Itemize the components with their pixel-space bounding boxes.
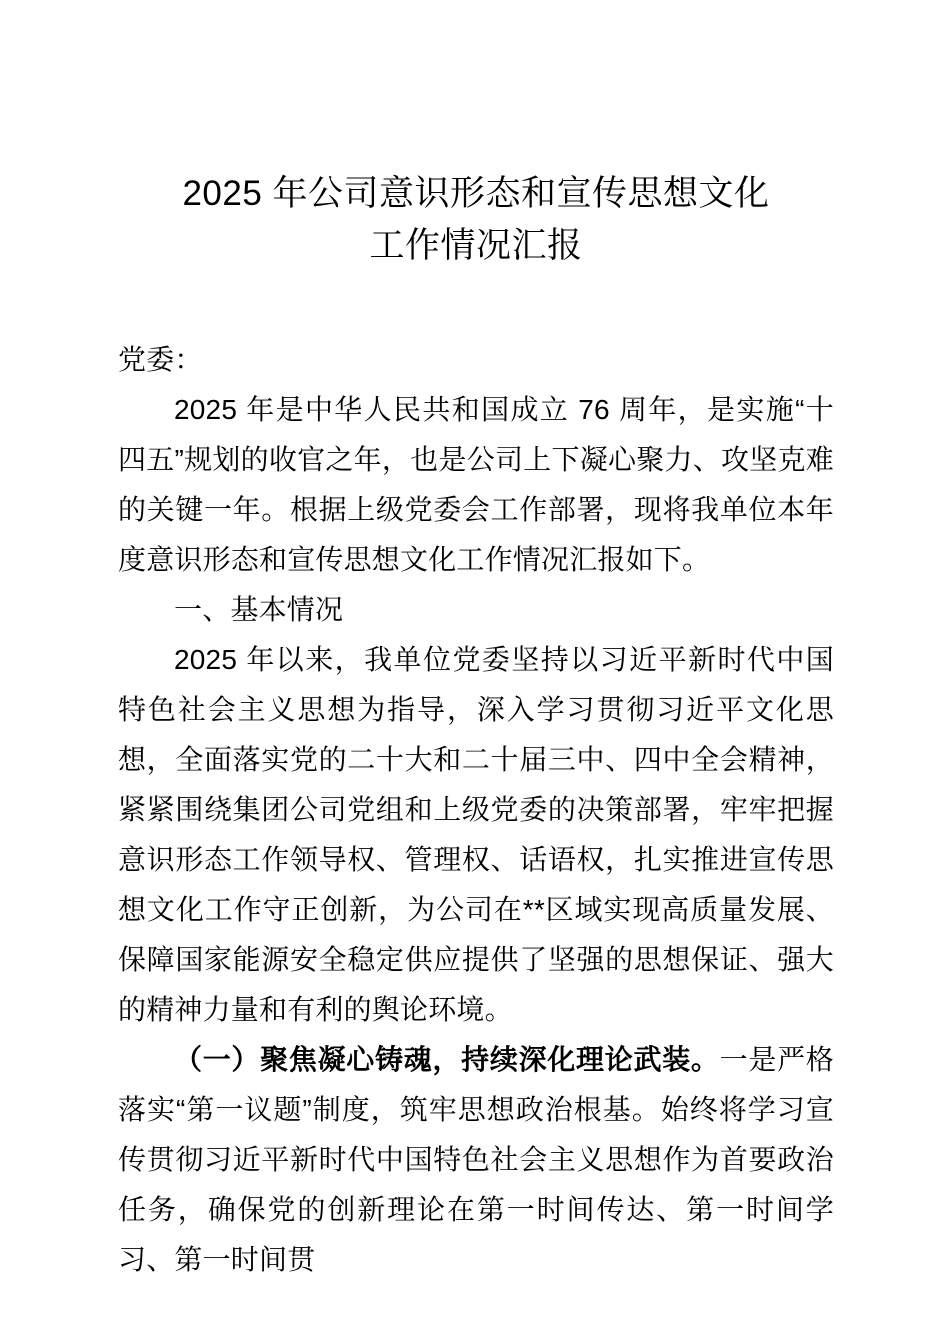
title-line-1: 2025 年公司意识形态和宣传思想文化 xyxy=(182,174,770,213)
title-line-2: 工作情况汇报 xyxy=(369,226,583,265)
salutation: 党委： xyxy=(118,344,203,375)
page-title xyxy=(118,0,834,272)
section-heading-one: 一、基本情况 xyxy=(174,594,344,625)
subsection-one-paragraph xyxy=(118,1035,834,1285)
document-content xyxy=(118,0,834,1285)
section-one-paragraph: 2025 年以来，我单位党委坚持以习近平新时代中国特色社会主义思想为指导，深入学习贯彻习近平文化思想，全面落实党的二十大和二十届三中、四中全会精神，紧紧围绕集团公司党组和上级党委的决策部署，牢牢把握意识形态工作领导权、管理权、话语权，扎实推进宣传思想文化工作守正创新，为公司在**区域实现高质量发展、保障国家能源安全稳定供应提供了坚强的思想保证、强大的精神力量和有利的舆论环境。 xyxy=(118,644,834,1025)
subsection-one-text: 一是严格落实“第一议题”制度，筑牢思想政治根基。始终将学习宣传贯彻习近平新时代中国特色社会主义思想作为首要政治任务，确保党的创新理论在第一时间传达、第一时间学习、第一时间贯 xyxy=(118,1044,834,1275)
intro-paragraph: 2025 年是中华人民共和国成立 76 周年，是实施“十四五”规划的收官之年，也是公司上下凝心聚力、攻坚克难的关键一年。根据上级党委会工作部署，现将我单位本年度意识形态和宣传思想文化工作情况汇报如下。 xyxy=(118,394,834,575)
subsection-one-bold-lead: （一）聚焦凝心铸魂，持续深化理论武装。 xyxy=(174,1044,720,1075)
